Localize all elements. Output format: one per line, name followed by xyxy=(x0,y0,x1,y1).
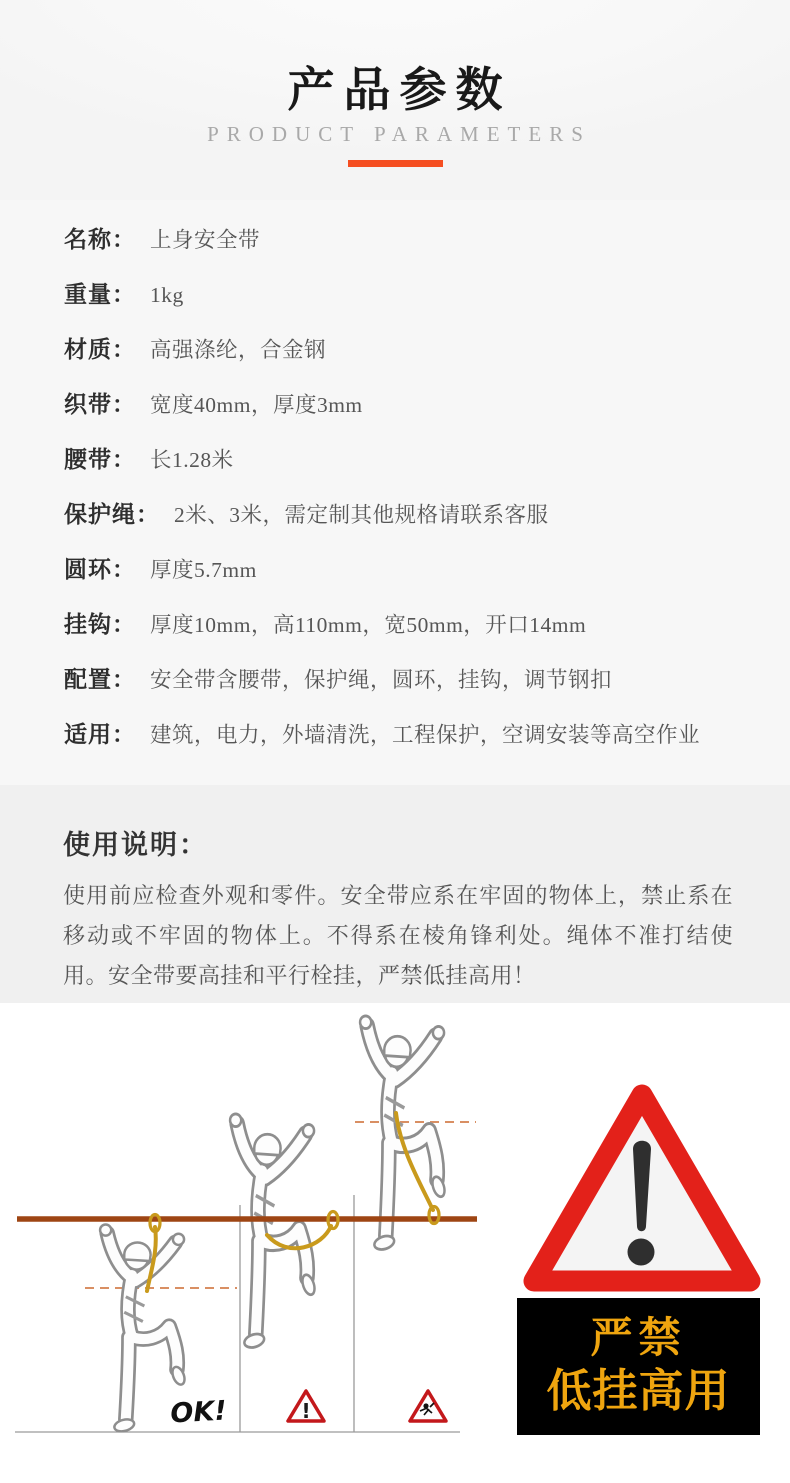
parameter-value: 厚度10mm，高110mm，宽50mm，开口14mm xyxy=(150,613,587,637)
parameter-label: 重量： xyxy=(64,282,136,307)
parameter-label: 材质： xyxy=(64,337,136,362)
parameter-value: 上身安全带 xyxy=(150,228,261,252)
page-title: 产品参数 xyxy=(287,65,512,117)
prohibition-banner xyxy=(517,1298,760,1435)
falling-person-warning-icon xyxy=(410,1391,446,1421)
parameter-value: 安全带含腰带，保护绳，圆环，挂钩，调节钢扣 xyxy=(150,668,613,692)
parameter-label: 配置： xyxy=(64,667,136,692)
usage-heading: 使用说明： xyxy=(63,830,208,860)
parameter-value: 长1.28米 xyxy=(150,448,234,472)
parameter-label: 适用： xyxy=(64,722,136,747)
parameter-value: 宽度40mm，厚度3mm xyxy=(150,393,363,417)
parameter-row xyxy=(64,448,754,472)
prohibition-text-line1: 严禁 xyxy=(590,1316,687,1363)
header xyxy=(0,0,790,200)
parameter-row xyxy=(64,283,754,307)
parameter-label: 腰带： xyxy=(64,447,136,472)
parameter-label: 圆环： xyxy=(64,557,136,582)
parameter-label: 织带： xyxy=(64,392,136,417)
parameter-row xyxy=(64,228,754,252)
parameter-value: 1kg xyxy=(150,283,184,307)
warning-triangle-icon xyxy=(288,1391,324,1423)
svg-text:!: ! xyxy=(301,1399,311,1423)
climber-figure-warning xyxy=(230,1114,317,1350)
parameter-list xyxy=(64,228,754,778)
parameter-label: 保护绳： xyxy=(64,502,160,527)
parameter-row xyxy=(64,723,754,747)
usage-body: 使用前应检查外观和零件。安全带应系在牢固的物体上，禁止系在移动或不牢固的物体上。不得系在棱角锋利处。绳体不准打结使用。安全带要高挂和平行栓挂，严禁低挂高用！ xyxy=(63,883,733,988)
usage-illustration xyxy=(0,1003,790,1483)
page-subtitle: PRODUCT PARAMETERS xyxy=(207,122,591,147)
accent-divider xyxy=(348,160,443,167)
parameter-value: 厚度5.7mm xyxy=(150,558,257,582)
parameter-value: 建筑，电力，外墙清洗，工程保护，空调安装等高空作业 xyxy=(150,723,701,747)
parameter-label: 名称： xyxy=(64,227,136,252)
parameter-row xyxy=(64,503,754,527)
parameter-row xyxy=(64,393,754,417)
ok-label: OK! xyxy=(169,1395,228,1430)
large-warning-triangle-icon xyxy=(534,1095,750,1281)
parameter-value: 2米、3米，需定制其他规格请联系客服 xyxy=(174,503,549,527)
parameter-row xyxy=(64,613,754,637)
parameter-row xyxy=(64,558,754,582)
parameter-value: 高强涤纶，合金钢 xyxy=(150,338,327,362)
parameter-label: 挂钩： xyxy=(64,612,136,637)
parameter-row xyxy=(64,338,754,362)
usage-section xyxy=(0,785,790,1003)
parameter-row xyxy=(64,668,754,692)
prohibition-text-line2: 低挂高用 xyxy=(546,1365,731,1416)
